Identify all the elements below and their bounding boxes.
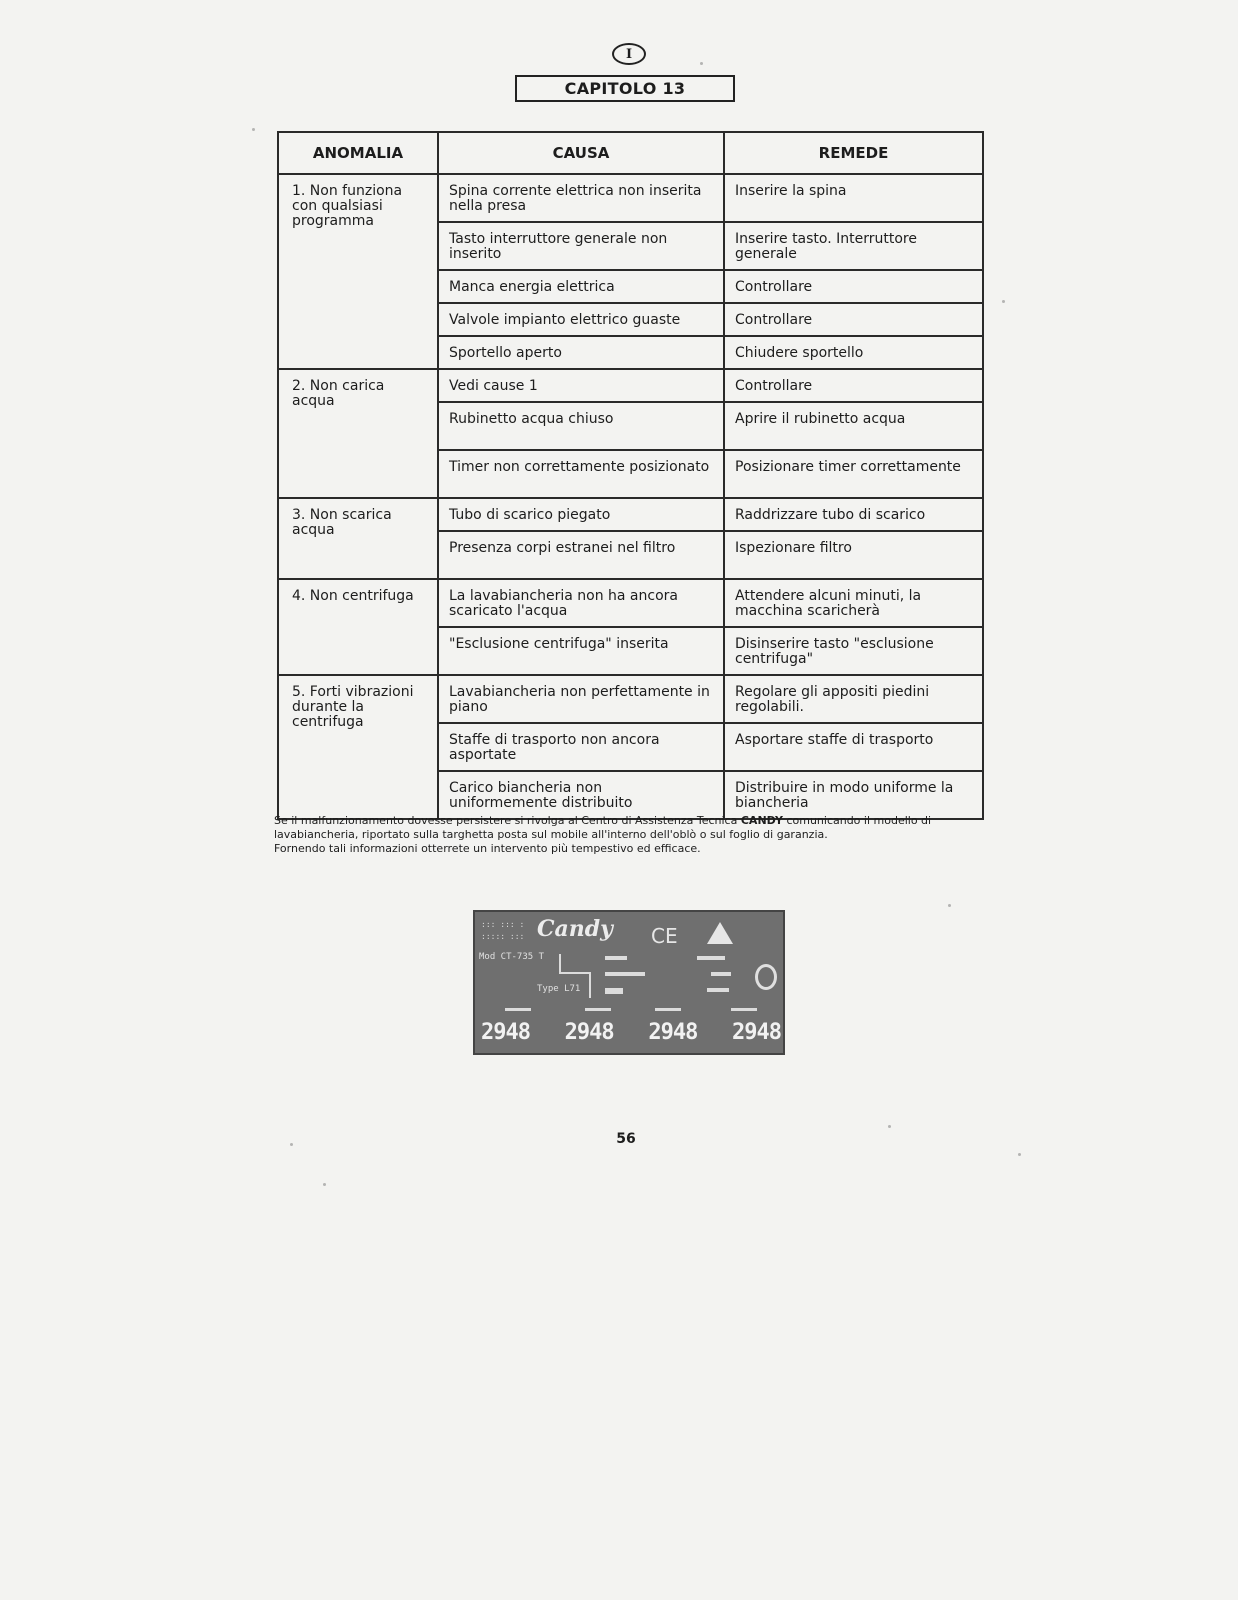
note-text: comunicando il modello di lavabiancheria, riportato sulla targhetta posta sul mobile all'interno dell'oblò o sul foglio di garanzia. bbox=[274, 814, 932, 841]
cause-cell: Rubinetto acqua chiuso bbox=[438, 402, 724, 450]
speckle bbox=[1002, 300, 1005, 303]
anomaly-cell: 1. Non funziona con qualsiasi programma bbox=[278, 174, 438, 369]
speckle bbox=[1018, 1153, 1021, 1156]
table-row bbox=[278, 369, 983, 402]
language-badge: I bbox=[612, 43, 646, 65]
anomaly-cell: 5. Forti vibrazioni durante la centrifuga bbox=[278, 675, 438, 819]
assistance-note bbox=[274, 814, 974, 856]
plate-fine-print: ::::: ::: bbox=[481, 932, 525, 941]
note-paragraph: Fornendo tali informazioni otterrete un intervento più tempestivo ed efficace. bbox=[274, 842, 701, 855]
cause-cell: Tubo di scarico piegato bbox=[438, 498, 724, 531]
plate-code: 2948 bbox=[564, 1020, 614, 1045]
plate-divider bbox=[589, 972, 591, 998]
plate-code: 2948 bbox=[481, 1020, 530, 1045]
cause-cell: Manca energia elettrica bbox=[438, 270, 724, 303]
remedy-cell: Posizionare timer correttamente bbox=[724, 450, 983, 498]
remedy-cell: Regolare gli appositi piedini regolabili. bbox=[724, 675, 983, 723]
table-header-row bbox=[278, 132, 983, 174]
remedy-cell: Controllare bbox=[724, 369, 983, 402]
cause-cell: Tasto interruttore generale non inserito bbox=[438, 222, 724, 270]
remedy-cell: Controllare bbox=[724, 270, 983, 303]
remedy-cell: Attendere alcuni minuti, la macchina scaricherà bbox=[724, 579, 983, 627]
note-paragraph bbox=[274, 814, 974, 842]
page-number: 56 bbox=[616, 1131, 636, 1147]
plate-brand-logo: Candy bbox=[537, 916, 613, 942]
speckle bbox=[888, 1125, 891, 1128]
certification-seal-icon bbox=[755, 964, 777, 990]
header-causa: CAUSA bbox=[438, 132, 724, 174]
header-remede: REMEDE bbox=[724, 132, 983, 174]
plate-codes bbox=[481, 1020, 781, 1045]
plate-code: 2948 bbox=[648, 1020, 698, 1045]
remedy-cell: Controllare bbox=[724, 303, 983, 336]
remedy-cell: Chiudere sportello bbox=[724, 336, 983, 369]
remedy-cell: Ispezionare filtro bbox=[724, 531, 983, 579]
cause-cell: "Esclusione centrifuga" inserita bbox=[438, 627, 724, 675]
cause-cell: Sportello aperto bbox=[438, 336, 724, 369]
plate-mark bbox=[605, 972, 645, 976]
note-text: Se il malfunzionamento dovesse persistere si rivolga al Centro di Assistenza Tecnica bbox=[274, 814, 741, 827]
table-row bbox=[278, 498, 983, 531]
cause-cell: Lavabiancheria non perfettamente in piano bbox=[438, 675, 724, 723]
table-row bbox=[278, 675, 983, 723]
cause-cell: Carico biancheria non uniformemente distribuito bbox=[438, 771, 724, 819]
remedy-cell: Inserire la spina bbox=[724, 174, 983, 222]
plate-divider bbox=[559, 954, 561, 972]
remedy-cell: Raddrizzare tubo di scarico bbox=[724, 498, 983, 531]
remedy-cell: Distribuire in modo uniforme la biancheria bbox=[724, 771, 983, 819]
plate-type: Type L71 bbox=[537, 984, 581, 994]
anomaly-cell: 2. Non carica acqua bbox=[278, 369, 438, 498]
plate-mark bbox=[697, 956, 725, 960]
speckle bbox=[948, 904, 951, 907]
header-anomalia: ANOMALIA bbox=[278, 132, 438, 174]
remedy-cell: Asportare staffe di trasporto bbox=[724, 723, 983, 771]
plate-mark bbox=[505, 1008, 531, 1011]
remedy-cell: Disinserire tasto "esclusione centrifuga" bbox=[724, 627, 983, 675]
table-row bbox=[278, 174, 983, 222]
remedy-cell: Inserire tasto. Interruttore generale bbox=[724, 222, 983, 270]
cause-cell: Valvole impianto elettrico guaste bbox=[438, 303, 724, 336]
plate-mark bbox=[655, 1008, 681, 1011]
cause-cell: Staffe di trasporto non ancora asportate bbox=[438, 723, 724, 771]
plate-mark bbox=[585, 1008, 611, 1011]
remedy-cell: Aprire il rubinetto acqua bbox=[724, 402, 983, 450]
cause-cell: Presenza corpi estranei nel filtro bbox=[438, 531, 724, 579]
cause-cell: Vedi cause 1 bbox=[438, 369, 724, 402]
plate-model: Mod CT-735 T bbox=[479, 952, 545, 962]
warning-triangle-icon bbox=[707, 922, 733, 944]
plate-mark bbox=[605, 956, 627, 960]
speckle bbox=[290, 1143, 293, 1146]
speckle bbox=[700, 62, 703, 65]
anomaly-cell: 3. Non scarica acqua bbox=[278, 498, 438, 579]
speckle bbox=[323, 1183, 326, 1186]
ce-mark: CE bbox=[651, 924, 678, 948]
brand-name: CANDY bbox=[740, 814, 783, 827]
plate-mark bbox=[605, 988, 623, 994]
table-row bbox=[278, 579, 983, 627]
rating-plate-photo bbox=[473, 910, 785, 1055]
plate-fine-print: ::: ::: : bbox=[481, 920, 525, 929]
chapter-title: CAPITOLO 13 bbox=[515, 75, 735, 102]
plate-divider bbox=[559, 972, 589, 974]
cause-cell: La lavabiancheria non ha ancora scaricato l'acqua bbox=[438, 579, 724, 627]
anomaly-cell: 4. Non centrifuga bbox=[278, 579, 438, 675]
cause-cell: Timer non correttamente posizionato bbox=[438, 450, 724, 498]
speckle bbox=[252, 128, 255, 131]
cause-cell: Spina corrente elettrica non inserita nella presa bbox=[438, 174, 724, 222]
plate-mark bbox=[707, 988, 729, 992]
plate-code: 2948 bbox=[732, 1020, 781, 1045]
plate-mark bbox=[731, 1008, 757, 1011]
troubleshooting-table bbox=[277, 131, 984, 820]
plate-mark bbox=[711, 972, 731, 976]
